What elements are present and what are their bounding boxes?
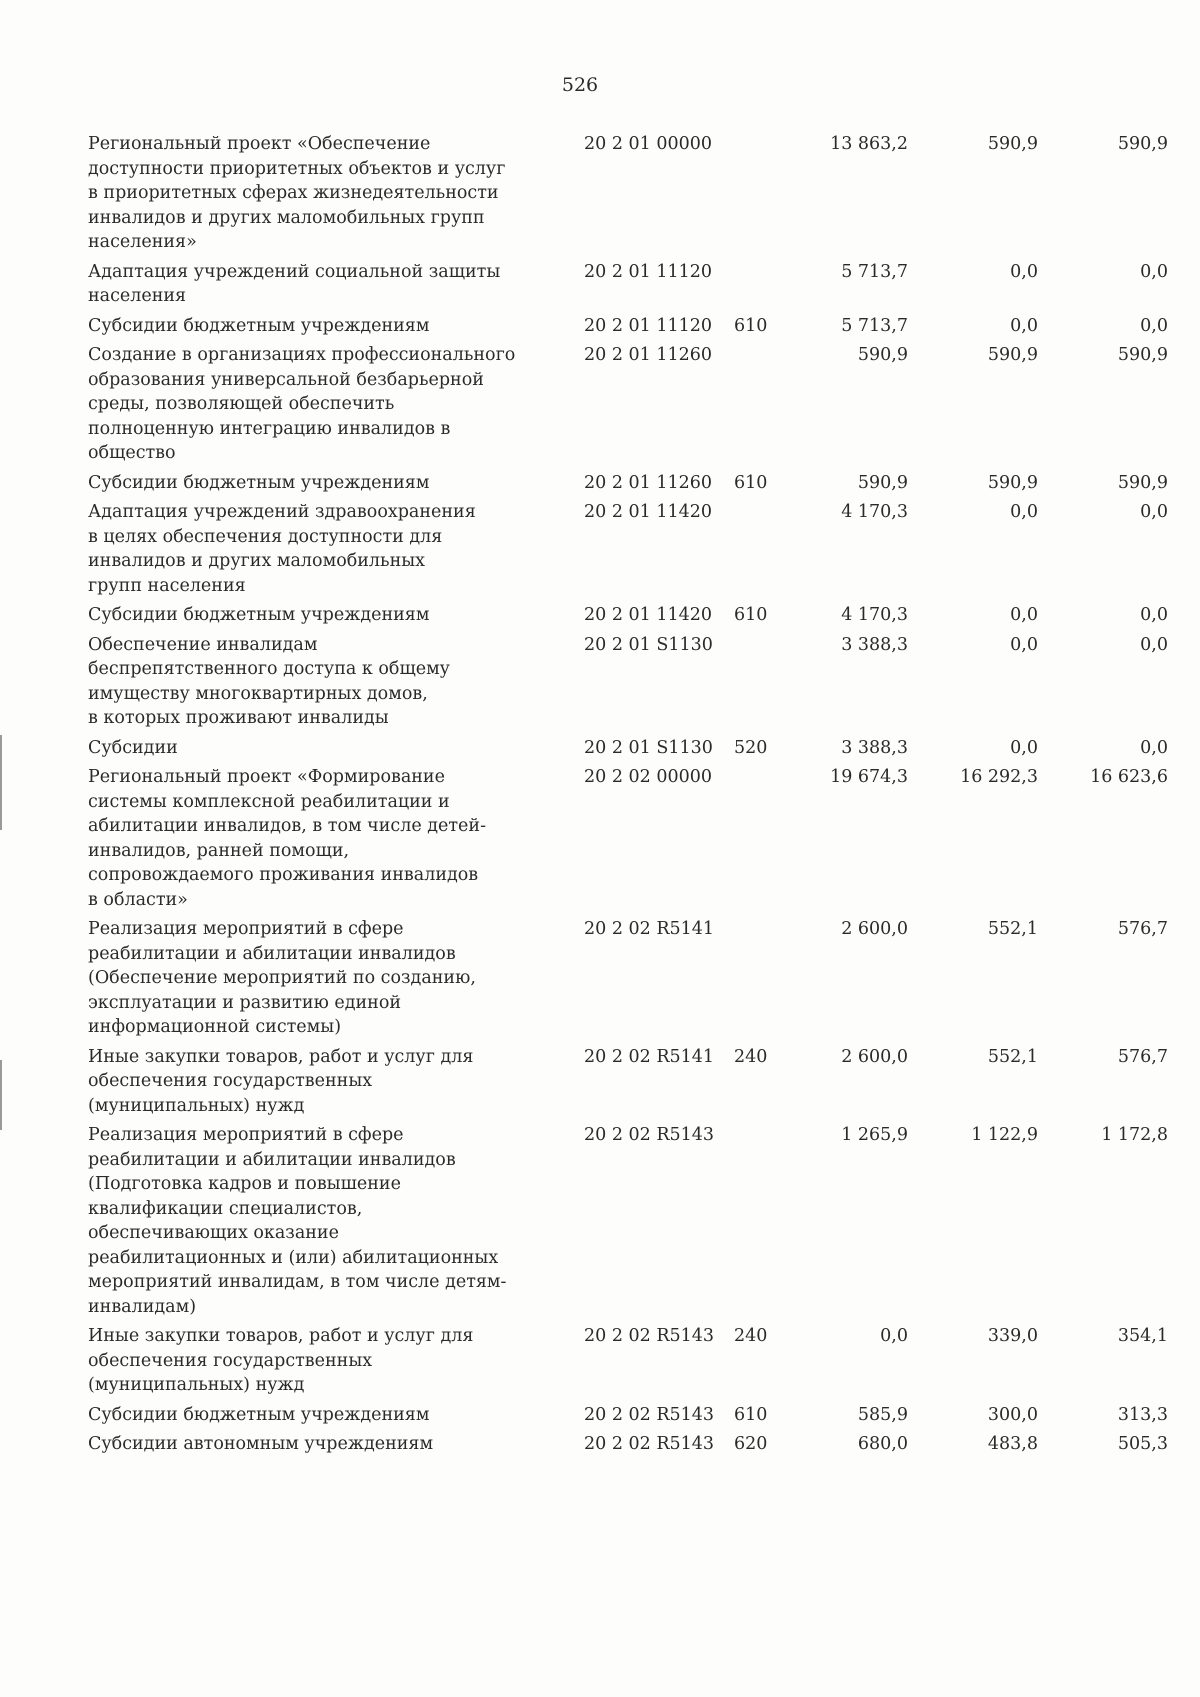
row-value-3: 0,0 <box>1140 634 1168 655</box>
table-row <box>88 603 1178 628</box>
row-code: 20 2 01 00000 <box>584 134 713 154</box>
row-value-3: 505,3 <box>1117 1434 1168 1454</box>
row-name: Создание в организациях профессионального образования универсальной безбарьерной среды, позволяющей обеспечить полноценную интеграцию инвалидов в общество <box>88 345 516 463</box>
row-value-2: 339,0 <box>987 1326 1038 1346</box>
row-name: Адаптация учреждений социальной защиты населения <box>88 261 501 306</box>
row-value-1: 3 388,3 <box>841 634 908 655</box>
row-name: Региональный проект «Формирование системы комплексной реабилитации и абилитации инвалидов, в том числе детей- инвалидов, ранней помощи, сопровождаемого проживания инвалидов в области» <box>88 767 486 910</box>
row-value-1: 2 600,0 <box>841 919 908 939</box>
row-name: Субсидии автономным учреждениям <box>88 1434 434 1454</box>
row-name: Иные закупки товаров, работ и услуг для обеспечения государственных (муниципальных) нужд <box>88 1046 474 1116</box>
row-code: 20 2 02 R5143 <box>584 1434 715 1454</box>
row-name: Субсидии <box>88 737 178 758</box>
table-row <box>88 1403 1178 1428</box>
row-name: Адаптация учреждений здравоохранения в целях обеспечения доступности для инвалидов и других маломобильных групп населения <box>88 502 476 596</box>
row-value-2: 590,9 <box>987 134 1038 154</box>
row-value-2: 590,9 <box>987 472 1038 493</box>
table-row <box>88 314 1178 339</box>
row-value-1: 0,0 <box>880 1326 908 1346</box>
row-value-1: 5 713,7 <box>841 315 908 336</box>
row-value-3: 1 172,8 <box>1101 1125 1168 1145</box>
scan-margin-mark <box>0 1060 2 1130</box>
row-value-3: 0,0 <box>1140 261 1168 282</box>
budget-table <box>88 132 1178 1462</box>
row-value-3: 590,9 <box>1117 134 1168 154</box>
row-code: 20 2 01 11260 <box>584 345 713 365</box>
row-value-1: 1 265,9 <box>841 1125 908 1145</box>
row-expense-type: 610 <box>734 472 768 493</box>
row-value-3: 0,0 <box>1140 315 1168 336</box>
row-expense-type: 610 <box>734 315 768 336</box>
row-name: Реализация мероприятий в сфере реабилитации и абилитации инвалидов (Подготовка кадров и повышение квалификации специалистов, обеспечивающих оказание реабилитационных и (или) абилитационных мероприятий инвалидам, в том числе детям- инвалидам) <box>88 1125 507 1317</box>
row-value-3: 590,9 <box>1117 472 1168 493</box>
row-code: 20 2 01 11120 <box>584 315 713 336</box>
row-expense-type: 610 <box>734 605 768 625</box>
row-value-2: 0,0 <box>1010 737 1038 758</box>
row-name: Субсидии бюджетным учреждениям <box>88 605 430 625</box>
row-code: 20 2 02 R5141 <box>584 1046 715 1067</box>
row-expense-type: 240 <box>734 1326 768 1346</box>
row-value-2: 590,9 <box>987 345 1038 365</box>
row-value-2: 16 292,3 <box>960 767 1038 787</box>
table-row <box>88 1432 1178 1457</box>
row-value-3: 576,7 <box>1117 1046 1168 1067</box>
row-name: Иные закупки товаров, работ и услуг для обеспечения государственных (муниципальных) нужд <box>88 1326 474 1395</box>
table-row <box>88 1045 1178 1119</box>
row-name: Обеспечение инвалидам беспрепятственного доступа к общему имуществу многоквартирных домов, в которых проживают инвалиды <box>88 634 450 728</box>
row-name: Реализация мероприятий в сфере реабилитации и абилитации инвалидов (Обеспечение мероприятий по созданию, эксплуатации и развитию единой информационной системы) <box>88 919 476 1037</box>
table-row <box>88 500 1178 598</box>
row-value-2: 0,0 <box>1010 502 1038 522</box>
row-value-1: 4 170,3 <box>841 605 908 625</box>
row-value-2: 300,0 <box>987 1404 1038 1425</box>
row-value-1: 5 713,7 <box>841 261 908 282</box>
row-value-3: 590,9 <box>1117 345 1168 365</box>
row-value-3: 313,3 <box>1117 1404 1168 1425</box>
row-value-2: 0,0 <box>1010 315 1038 336</box>
row-expense-type: 520 <box>734 737 768 758</box>
table-row <box>88 633 1178 731</box>
table-row <box>88 917 1178 1040</box>
row-expense-type: 620 <box>734 1434 768 1454</box>
row-value-3: 576,7 <box>1117 919 1168 939</box>
table-row <box>88 1324 1178 1398</box>
row-code: 20 2 02 R5143 <box>584 1326 715 1346</box>
row-code: 20 2 01 S1130 <box>584 634 713 655</box>
row-code: 20 2 02 R5143 <box>584 1404 715 1425</box>
table-row <box>88 343 1178 466</box>
row-value-3: 354,1 <box>1117 1326 1168 1346</box>
scan-margin-mark <box>0 735 2 830</box>
row-value-3: 0,0 <box>1140 502 1168 522</box>
row-value-1: 585,9 <box>857 1404 908 1425</box>
row-value-2: 0,0 <box>1010 605 1038 625</box>
row-value-2: 483,8 <box>987 1434 1038 1454</box>
row-expense-type: 610 <box>734 1404 768 1425</box>
row-code: 20 2 02 00000 <box>584 767 713 787</box>
row-value-2: 552,1 <box>987 919 1038 939</box>
row-value-1: 19 674,3 <box>830 767 908 787</box>
row-code: 20 2 01 11260 <box>584 472 713 493</box>
row-code: 20 2 01 11420 <box>584 502 713 522</box>
row-expense-type: 240 <box>734 1046 768 1067</box>
table-row <box>88 1123 1178 1319</box>
table-row <box>88 132 1178 255</box>
row-value-1: 3 388,3 <box>841 737 908 758</box>
table-row <box>88 765 1178 912</box>
row-code: 20 2 01 11120 <box>584 261 713 282</box>
row-name: Субсидии бюджетным учреждениям <box>88 315 430 336</box>
row-value-1: 590,9 <box>857 472 908 493</box>
row-value-3: 16 623,6 <box>1090 767 1168 787</box>
row-value-1: 13 863,2 <box>830 134 908 154</box>
row-name: Региональный проект «Обеспечение доступности приоритетных объектов и услуг в приоритетных сферах жизнедеятельности инвалидов и других маломобильных групп населения» <box>88 134 506 252</box>
row-value-2: 0,0 <box>1010 634 1038 655</box>
row-code: 20 2 01 11420 <box>584 605 713 625</box>
row-value-1: 680,0 <box>857 1434 908 1454</box>
row-code: 20 2 01 S1130 <box>584 737 713 758</box>
row-value-2: 0,0 <box>1010 261 1038 282</box>
row-value-2: 552,1 <box>987 1046 1038 1067</box>
row-name: Субсидии бюджетным учреждениям <box>88 472 430 493</box>
row-value-3: 0,0 <box>1140 605 1168 625</box>
row-value-1: 2 600,0 <box>841 1046 908 1067</box>
table-row <box>88 260 1178 309</box>
row-value-3: 0,0 <box>1140 737 1168 758</box>
row-value-1: 590,9 <box>857 345 908 365</box>
table-row <box>88 736 1178 761</box>
table-row <box>88 471 1178 496</box>
page-number: 526 <box>561 74 599 96</box>
row-value-1: 4 170,3 <box>841 502 908 522</box>
row-value-2: 1 122,9 <box>971 1125 1038 1145</box>
row-code: 20 2 02 R5141 <box>584 919 715 939</box>
row-name: Субсидии бюджетным учреждениям <box>88 1404 430 1425</box>
row-code: 20 2 02 R5143 <box>584 1125 715 1145</box>
